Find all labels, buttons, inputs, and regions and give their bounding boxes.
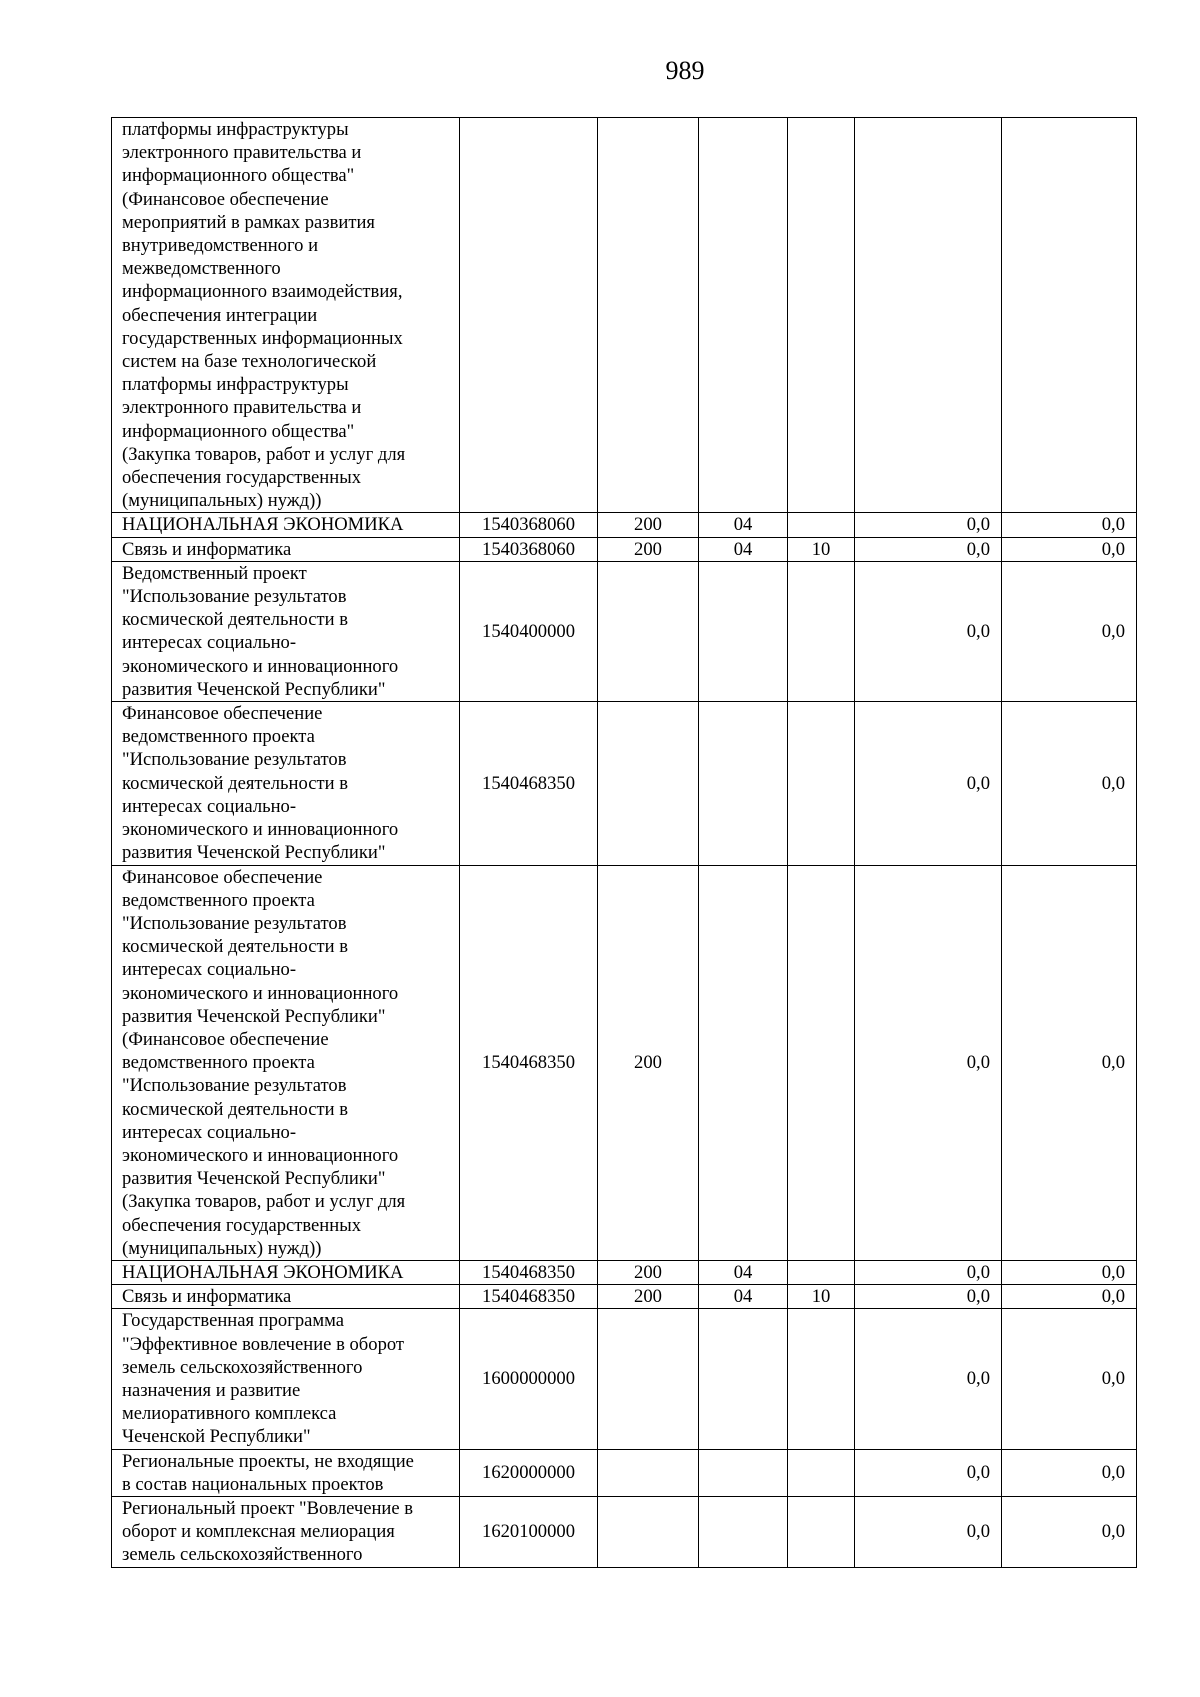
row-target-code: 1540468350 [460,865,598,1260]
row-subsection [788,561,855,701]
row-section [699,1309,788,1449]
row-description: Государственная программа "Эффективное вовлечение в оборот земель сельскохозяйственного назначения и развитие мелиоративного комплекса Чеченской Республики" [112,1309,460,1449]
row-target-code: 1540400000 [460,561,598,701]
row-amount-1: 0,0 [855,1260,1002,1284]
row-subsection: 10 [788,537,855,561]
row-target-code: 1540368060 [460,537,598,561]
row-amount-2: 0,0 [1002,1309,1137,1449]
row-description: платформы инфраструктуры электронного правительства и информационного общества" (Финансовое обеспечение мероприятий в рамках развития внутриведомственного и межведомственного информационного взаимодействия, обеспечения интеграции государственных информационных систем на базе технологической платформы инфраструктуры электронного правительства и информационного общества" (Закупка товаров, работ и услуг для обеспечения государственных (муниципальных) нужд)) [112,118,460,513]
row-expense-type [598,1449,699,1496]
row-expense-type: 200 [598,537,699,561]
table-row [112,1260,1137,1284]
row-amount-1: 0,0 [855,1449,1002,1496]
row-amount-1: 0,0 [855,537,1002,561]
table-row [112,865,1137,1260]
row-target-code: 1620000000 [460,1449,598,1496]
row-amount-1: 0,0 [855,561,1002,701]
row-amount-1: 0,0 [855,1496,1002,1567]
row-subsection [788,1449,855,1496]
table-row [112,537,1137,561]
row-subsection [788,1496,855,1567]
row-amount-1: 0,0 [855,1309,1002,1449]
row-amount-1: 0,0 [855,1285,1002,1309]
row-section: 04 [699,1285,788,1309]
row-target-code: 1540468350 [460,1260,598,1284]
row-amount-2: 0,0 [1002,702,1137,865]
row-amount-2 [1002,118,1137,513]
row-expense-type [598,702,699,865]
row-expense-type: 200 [598,513,699,537]
row-expense-type: 200 [598,1285,699,1309]
row-expense-type: 200 [598,865,699,1260]
row-target-code [460,118,598,513]
row-amount-1: 0,0 [855,702,1002,865]
row-description: Ведомственный проект "Использование результатов космической деятельности в интересах социально- экономического и инновационного развития Чеченской Республики" [112,561,460,701]
row-section: 04 [699,537,788,561]
row-description: НАЦИОНАЛЬНАЯ ЭКОНОМИКА [112,513,460,537]
row-section [699,118,788,513]
row-target-code: 1620100000 [460,1496,598,1567]
row-section [699,1496,788,1567]
row-amount-2: 0,0 [1002,1449,1137,1496]
row-expense-type [598,1309,699,1449]
table-row [112,1285,1137,1309]
row-description: Связь и информатика [112,537,460,561]
row-subsection [788,513,855,537]
row-amount-1 [855,118,1002,513]
row-description: Финансовое обеспечение ведомственного проекта "Использование результатов космической деятельности в интересах социально- экономического и инновационного развития Чеченской Республики" (Финансовое обеспечение ведомственного проекта "Использование результатов космической деятельности в интересах социально- экономического и инновационного развития Чеченской Республики" (Закупка товаров, работ и услуг для обеспечения государственных (муниципальных) нужд)) [112,865,460,1260]
table-row [112,1309,1137,1449]
row-section: 04 [699,513,788,537]
row-section: 04 [699,1260,788,1284]
table-row [112,561,1137,701]
row-section [699,561,788,701]
row-description: НАЦИОНАЛЬНАЯ ЭКОНОМИКА [112,1260,460,1284]
row-target-code: 1540368060 [460,513,598,537]
row-subsection: 10 [788,1285,855,1309]
row-amount-2: 0,0 [1002,865,1137,1260]
row-description: Региональный проект "Вовлечение в оборот и комплексная мелиорация земель сельскохозяйственного [112,1496,460,1567]
row-expense-type [598,1496,699,1567]
row-subsection [788,1309,855,1449]
row-amount-2: 0,0 [1002,561,1137,701]
row-section [699,702,788,865]
row-amount-1: 0,0 [855,513,1002,537]
table-row [112,1449,1137,1496]
row-description: Финансовое обеспечение ведомственного проекта "Использование результатов космической деятельности в интересах социально- экономического и инновационного развития Чеченской Республики" [112,702,460,865]
row-description: Региональные проекты, не входящие в состав национальных проектов [112,1449,460,1496]
row-amount-2: 0,0 [1002,513,1137,537]
row-subsection [788,702,855,865]
row-expense-type: 200 [598,1260,699,1284]
table-row [112,513,1137,537]
page-number: 989 [665,56,705,85]
row-target-code: 1600000000 [460,1309,598,1449]
row-subsection [788,118,855,513]
row-amount-2: 0,0 [1002,537,1137,561]
row-amount-2: 0,0 [1002,1285,1137,1309]
row-section [699,865,788,1260]
row-target-code: 1540468350 [460,702,598,865]
row-description: Связь и информатика [112,1285,460,1309]
row-amount-2: 0,0 [1002,1496,1137,1567]
row-expense-type [598,118,699,513]
row-subsection [788,865,855,1260]
table-row [112,702,1137,865]
table-row [112,118,1137,513]
row-amount-1: 0,0 [855,865,1002,1260]
row-section [699,1449,788,1496]
row-amount-2: 0,0 [1002,1260,1137,1284]
budget-table [111,117,1137,1568]
row-target-code: 1540468350 [460,1285,598,1309]
row-expense-type [598,561,699,701]
table-row [112,1496,1137,1567]
row-subsection [788,1260,855,1284]
